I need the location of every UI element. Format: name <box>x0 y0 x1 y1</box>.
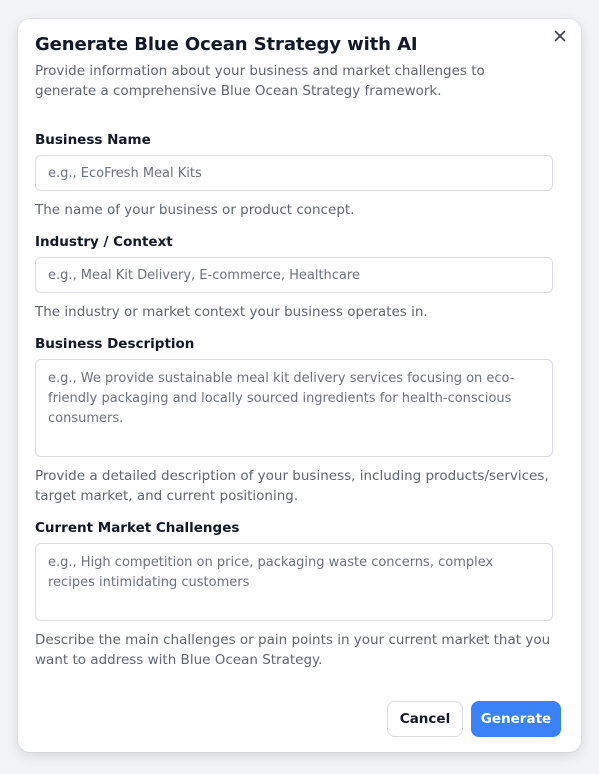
market-challenges-label: Current Market Challenges <box>35 520 240 536</box>
blue-ocean-dialog <box>18 19 581 752</box>
dialog-subtitle: Provide information about your business and market challenges to generate a comprehensive Blue Ocean Strategy framework. <box>35 63 485 99</box>
business-description-help: Provide a detailed description of your business, including products/services, target market, and current positioning. <box>35 468 549 504</box>
industry-label: Industry / Context <box>35 234 173 250</box>
cancel-button[interactable]: Cancel <box>387 701 463 737</box>
business-description-label: Business Description <box>35 336 195 352</box>
business-name-help: The name of your business or product concept. <box>35 202 355 218</box>
business-name-label: Business Name <box>35 132 151 148</box>
dialog-title: Generate Blue Ocean Strategy with AI <box>35 34 418 55</box>
business-name-input[interactable] <box>35 155 553 191</box>
industry-help: The industry or market context your business operates in. <box>35 304 428 320</box>
market-challenges-textarea[interactable] <box>35 543 553 621</box>
market-challenges-help: Describe the main challenges or pain points in your current market that you want to address with Blue Ocean Strategy. <box>35 632 551 668</box>
close-button[interactable] <box>549 25 571 47</box>
close-icon <box>554 30 566 42</box>
industry-input[interactable] <box>35 257 553 293</box>
business-description-textarea[interactable] <box>35 359 553 457</box>
generate-button[interactable]: Generate <box>471 701 561 737</box>
